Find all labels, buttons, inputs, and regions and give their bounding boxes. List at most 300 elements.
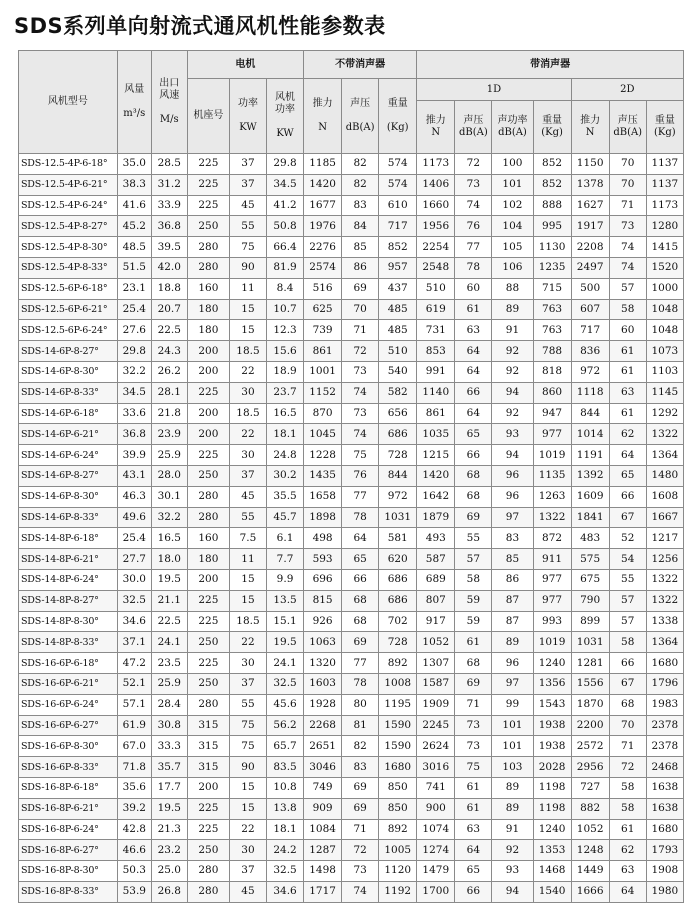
model-cell: SDS-16-6P-6-18°	[19, 653, 118, 674]
value-cell: 1642	[417, 486, 455, 507]
value-cell: 727	[571, 777, 609, 798]
value-cell: 790	[571, 590, 609, 611]
table-row	[19, 361, 684, 382]
value-cell: 1680	[646, 819, 683, 840]
header-1d-thrust: 推力 N	[417, 101, 455, 154]
table-row	[19, 881, 684, 902]
model-cell: SDS-12.5-4P-8-33°	[19, 257, 118, 278]
value-cell: 60	[609, 320, 646, 341]
value-cell: 67.0	[117, 736, 151, 757]
value-cell: 485	[379, 320, 417, 341]
value-cell: 977	[533, 590, 571, 611]
header-fan-power: 风机 功率 KW	[267, 79, 304, 154]
value-cell: 2574	[304, 257, 342, 278]
value-cell: 909	[304, 798, 342, 819]
value-cell: 68	[455, 465, 492, 486]
value-cell: 280	[187, 486, 229, 507]
model-cell: SDS-16-6P-6-27°	[19, 715, 118, 736]
value-cell: 61	[609, 341, 646, 362]
value-cell: 1235	[533, 257, 571, 278]
value-cell: 61	[455, 777, 492, 798]
value-cell: 899	[571, 611, 609, 632]
value-cell: 882	[571, 798, 609, 819]
value-cell: 225	[187, 174, 229, 195]
value-cell: 1274	[417, 840, 455, 861]
value-cell: 717	[571, 320, 609, 341]
value-cell: 1717	[304, 881, 342, 902]
value-cell: 32.5	[267, 861, 304, 882]
value-cell: 83	[492, 528, 533, 549]
header-outlet-speed: 出口 风速 M/s	[151, 51, 187, 154]
value-cell: 728	[379, 632, 417, 653]
value-cell: 58	[455, 569, 492, 590]
table-row	[19, 632, 684, 653]
model-cell: SDS-12.5-4P-8-30°	[19, 237, 118, 258]
value-cell: 972	[379, 486, 417, 507]
value-cell: 1185	[304, 154, 342, 175]
value-cell: 850	[379, 798, 417, 819]
value-cell: 21.1	[151, 590, 187, 611]
value-cell: 47.2	[117, 653, 151, 674]
value-cell: 72	[342, 840, 379, 861]
value-cell: 102	[492, 195, 533, 216]
value-cell: 70	[342, 299, 379, 320]
value-cell: 1137	[646, 174, 683, 195]
value-cell: 89	[492, 798, 533, 819]
value-cell: 1898	[304, 507, 342, 528]
value-cell: 19.5	[151, 569, 187, 590]
value-cell: 686	[379, 424, 417, 445]
value-cell: 72	[609, 757, 646, 778]
value-cell: 18.0	[151, 549, 187, 570]
value-cell: 763	[533, 299, 571, 320]
value-cell: 30.0	[117, 569, 151, 590]
value-cell: 993	[533, 611, 571, 632]
value-cell: 1048	[646, 299, 683, 320]
value-cell: 61	[609, 403, 646, 424]
model-cell: SDS-14-8P-6-24°	[19, 569, 118, 590]
value-cell: 31.2	[151, 174, 187, 195]
value-cell: 1938	[533, 715, 571, 736]
value-cell: 280	[187, 694, 229, 715]
value-cell: 45	[229, 195, 266, 216]
value-cell: 818	[533, 361, 571, 382]
value-cell: 69	[342, 777, 379, 798]
value-cell: 73	[609, 216, 646, 237]
value-cell: 34.6	[267, 881, 304, 902]
value-cell: 63	[609, 861, 646, 882]
value-cell: 71.8	[117, 757, 151, 778]
value-cell: 763	[533, 320, 571, 341]
value-cell: 620	[379, 549, 417, 570]
value-cell: 68	[342, 611, 379, 632]
value-cell: 18.5	[229, 611, 266, 632]
value-cell: 18.5	[229, 341, 266, 362]
value-cell: 23.2	[151, 840, 187, 861]
table-row	[19, 174, 684, 195]
value-cell: 22.5	[151, 611, 187, 632]
value-cell: 1052	[417, 632, 455, 653]
value-cell: 30	[229, 653, 266, 674]
table-row	[19, 278, 684, 299]
value-cell: 200	[187, 361, 229, 382]
value-cell: 1140	[417, 382, 455, 403]
value-cell: 83	[342, 195, 379, 216]
value-cell: 66	[609, 653, 646, 674]
value-cell: 75	[229, 237, 266, 258]
header-spl: 声压 dB(A)	[342, 79, 379, 154]
value-cell: 1322	[646, 569, 683, 590]
value-cell: 587	[417, 549, 455, 570]
model-cell: SDS-14-6P-6-21°	[19, 424, 118, 445]
value-cell: 689	[417, 569, 455, 590]
value-cell: 29.8	[267, 154, 304, 175]
value-cell: 64	[455, 840, 492, 861]
table-row	[19, 736, 684, 757]
value-cell: 493	[417, 528, 455, 549]
value-cell: 926	[304, 611, 342, 632]
value-cell: 1938	[533, 736, 571, 757]
table-row	[19, 195, 684, 216]
value-cell: 52	[609, 528, 646, 549]
value-cell: 69	[455, 507, 492, 528]
value-cell: 1638	[646, 798, 683, 819]
value-cell: 24.8	[267, 445, 304, 466]
value-cell: 64	[342, 528, 379, 549]
value-cell: 1479	[417, 861, 455, 882]
value-cell: 1248	[571, 840, 609, 861]
value-cell: 92	[492, 361, 533, 382]
value-cell: 61	[455, 798, 492, 819]
value-cell: 54	[609, 549, 646, 570]
table-row	[19, 424, 684, 445]
value-cell: 81	[342, 715, 379, 736]
model-cell: SDS-14-6P-8-33°	[19, 382, 118, 403]
value-cell: 717	[379, 216, 417, 237]
value-cell: 76	[342, 465, 379, 486]
value-cell: 77	[342, 486, 379, 507]
value-cell: 593	[304, 549, 342, 570]
value-cell: 1587	[417, 673, 455, 694]
value-cell: 60	[455, 278, 492, 299]
value-cell: 68	[609, 694, 646, 715]
value-cell: 2956	[571, 757, 609, 778]
value-cell: 62	[609, 840, 646, 861]
value-cell: 57.1	[117, 694, 151, 715]
value-cell: 87	[492, 590, 533, 611]
value-cell: 71	[609, 195, 646, 216]
value-cell: 1000	[646, 278, 683, 299]
value-cell: 2572	[571, 736, 609, 757]
table-row	[19, 673, 684, 694]
value-cell: 2651	[304, 736, 342, 757]
model-cell: SDS-14-6P-8-27°	[19, 341, 118, 362]
value-cell: 69	[342, 278, 379, 299]
header-with-silencer-group: 带消声器	[417, 51, 684, 79]
value-cell: 37	[229, 673, 266, 694]
value-cell: 977	[533, 569, 571, 590]
value-cell: 87	[492, 611, 533, 632]
value-cell: 280	[187, 237, 229, 258]
value-cell: 702	[379, 611, 417, 632]
value-cell: 23.5	[151, 653, 187, 674]
value-cell: 56.2	[267, 715, 304, 736]
value-cell: 180	[187, 299, 229, 320]
value-cell: 35.5	[267, 486, 304, 507]
table-row	[19, 798, 684, 819]
value-cell: 1322	[646, 424, 683, 445]
value-cell: 1680	[646, 653, 683, 674]
value-cell: 1240	[533, 653, 571, 674]
value-cell: 1841	[571, 507, 609, 528]
value-cell: 75	[455, 757, 492, 778]
value-cell: 30	[229, 445, 266, 466]
value-cell: 656	[379, 403, 417, 424]
value-cell: 100	[492, 154, 533, 175]
value-cell: 10.8	[267, 777, 304, 798]
value-cell: 39.5	[151, 237, 187, 258]
value-cell: 1019	[533, 445, 571, 466]
model-cell: SDS-14-6P-6-24°	[19, 445, 118, 466]
value-cell: 18.5	[229, 403, 266, 424]
value-cell: 85	[342, 237, 379, 258]
value-cell: 64	[455, 341, 492, 362]
value-cell: 1908	[646, 861, 683, 882]
value-cell: 89	[492, 632, 533, 653]
value-cell: 1435	[304, 465, 342, 486]
value-cell: 97	[492, 673, 533, 694]
value-cell: 34.5	[267, 174, 304, 195]
value-cell: 1322	[646, 590, 683, 611]
header-1d-sound-power: 声功率 dB(A)	[492, 101, 533, 154]
value-cell: 63	[455, 320, 492, 341]
value-cell: 1130	[533, 237, 571, 258]
value-cell: 45.7	[267, 507, 304, 528]
value-cell: 78	[342, 673, 379, 694]
value-cell: 1137	[646, 154, 683, 175]
value-cell: 20.7	[151, 299, 187, 320]
value-cell: 65	[609, 465, 646, 486]
value-cell: 1152	[304, 382, 342, 403]
value-cell: 498	[304, 528, 342, 549]
value-cell: 2200	[571, 715, 609, 736]
model-cell: SDS-16-8P-6-24°	[19, 819, 118, 840]
value-cell: 836	[571, 341, 609, 362]
value-cell: 696	[304, 569, 342, 590]
value-cell: 1031	[379, 507, 417, 528]
value-cell: 46.3	[117, 486, 151, 507]
value-cell: 82	[342, 154, 379, 175]
value-cell: 581	[379, 528, 417, 549]
value-cell: 1052	[571, 819, 609, 840]
value-cell: 30.8	[151, 715, 187, 736]
value-cell: 50.3	[117, 861, 151, 882]
value-cell: 574	[379, 174, 417, 195]
value-cell: 73	[455, 174, 492, 195]
value-cell: 17.7	[151, 777, 187, 798]
value-cell: 1198	[533, 798, 571, 819]
value-cell: 1870	[571, 694, 609, 715]
value-cell: 32.5	[267, 673, 304, 694]
value-cell: 225	[187, 154, 229, 175]
value-cell: 97	[492, 507, 533, 528]
value-cell: 610	[379, 195, 417, 216]
value-cell: 900	[417, 798, 455, 819]
value-cell: 34.5	[117, 382, 151, 403]
value-cell: 64	[609, 445, 646, 466]
value-cell: 483	[571, 528, 609, 549]
table-row	[19, 403, 684, 424]
value-cell: 88	[492, 278, 533, 299]
model-cell: SDS-14-6P-6-18°	[19, 403, 118, 424]
value-cell: 32.2	[117, 361, 151, 382]
value-cell: 35.6	[117, 777, 151, 798]
table-row	[19, 757, 684, 778]
model-cell: SDS-12.5-6P-6-24°	[19, 320, 118, 341]
header-no-silencer-group: 不带消声器	[304, 51, 417, 79]
value-cell: 1320	[304, 653, 342, 674]
header-airflow: 风量 m³/s	[117, 51, 151, 154]
value-cell: 37	[229, 465, 266, 486]
value-cell: 739	[304, 320, 342, 341]
value-cell: 1608	[646, 486, 683, 507]
value-cell: 1680	[379, 757, 417, 778]
value-cell: 10.7	[267, 299, 304, 320]
value-cell: 58	[609, 798, 646, 819]
value-cell: 1793	[646, 840, 683, 861]
value-cell: 25.9	[151, 673, 187, 694]
value-cell: 76	[455, 216, 492, 237]
value-cell: 1031	[571, 632, 609, 653]
model-cell: SDS-14-8P-8-27°	[19, 590, 118, 611]
value-cell: 250	[187, 673, 229, 694]
table-row	[19, 299, 684, 320]
model-cell: SDS-16-6P-6-21°	[19, 673, 118, 694]
value-cell: 58	[609, 632, 646, 653]
value-cell: 180	[187, 549, 229, 570]
value-cell: 39.2	[117, 798, 151, 819]
value-cell: 160	[187, 278, 229, 299]
model-cell: SDS-14-8P-6-21°	[19, 549, 118, 570]
value-cell: 1660	[417, 195, 455, 216]
value-cell: 7.7	[267, 549, 304, 570]
value-cell: 1956	[417, 216, 455, 237]
value-cell: 72	[342, 341, 379, 362]
value-cell: 28.0	[151, 465, 187, 486]
value-cell: 1677	[304, 195, 342, 216]
value-cell: 1520	[646, 257, 683, 278]
value-cell: 77	[455, 237, 492, 258]
value-cell: 1001	[304, 361, 342, 382]
value-cell: 1120	[379, 861, 417, 882]
value-cell: 55	[229, 507, 266, 528]
value-cell: 200	[187, 403, 229, 424]
value-cell: 731	[417, 320, 455, 341]
value-cell: 1118	[571, 382, 609, 403]
value-cell: 28.4	[151, 694, 187, 715]
value-cell: 1498	[304, 861, 342, 882]
table-body	[19, 154, 684, 903]
value-cell: 1280	[646, 216, 683, 237]
model-cell: SDS-14-6P-8-30°	[19, 486, 118, 507]
value-cell: 200	[187, 341, 229, 362]
header-motor-group: 电机	[187, 51, 303, 79]
value-cell: 1556	[571, 673, 609, 694]
value-cell: 42.8	[117, 819, 151, 840]
table-row	[19, 840, 684, 861]
table-row	[19, 320, 684, 341]
value-cell: 1217	[646, 528, 683, 549]
value-cell: 55	[229, 694, 266, 715]
value-cell: 1603	[304, 673, 342, 694]
value-cell: 1590	[379, 736, 417, 757]
value-cell: 41.2	[267, 195, 304, 216]
value-cell: 53.9	[117, 881, 151, 902]
value-cell: 19.5	[267, 632, 304, 653]
model-cell: SDS-14-6P-8-27°	[19, 465, 118, 486]
table-row	[19, 653, 684, 674]
value-cell: 24.3	[151, 341, 187, 362]
value-cell: 8.4	[267, 278, 304, 299]
value-cell: 30	[229, 382, 266, 403]
value-cell: 57	[455, 549, 492, 570]
value-cell: 1035	[417, 424, 455, 445]
table-row	[19, 611, 684, 632]
value-cell: 917	[417, 611, 455, 632]
value-cell: 861	[304, 341, 342, 362]
value-cell: 72	[455, 154, 492, 175]
model-cell: SDS-16-8P-6-27°	[19, 840, 118, 861]
value-cell: 1590	[379, 715, 417, 736]
model-cell: SDS-16-8P-8-30°	[19, 861, 118, 882]
value-cell: 15	[229, 320, 266, 341]
value-cell: 75	[342, 445, 379, 466]
value-cell: 41.6	[117, 195, 151, 216]
value-cell: 93	[492, 424, 533, 445]
value-cell: 1420	[417, 465, 455, 486]
value-cell: 1609	[571, 486, 609, 507]
value-cell: 35.7	[151, 757, 187, 778]
value-cell: 91	[492, 819, 533, 840]
value-cell: 250	[187, 216, 229, 237]
value-cell: 91	[492, 320, 533, 341]
value-cell: 686	[379, 569, 417, 590]
value-cell: 22	[229, 819, 266, 840]
model-cell: SDS-16-8P-6-21°	[19, 798, 118, 819]
header-model: 风机型号	[19, 51, 118, 154]
value-cell: 2245	[417, 715, 455, 736]
value-cell: 85	[492, 549, 533, 570]
value-cell: 1287	[304, 840, 342, 861]
value-cell: 84	[342, 216, 379, 237]
value-cell: 1879	[417, 507, 455, 528]
value-cell: 22	[229, 424, 266, 445]
value-cell: 1983	[646, 694, 683, 715]
model-cell: SDS-16-8P-6-18°	[19, 777, 118, 798]
value-cell: 33.9	[151, 195, 187, 216]
value-cell: 73	[342, 403, 379, 424]
value-cell: 715	[533, 278, 571, 299]
value-cell: 1307	[417, 653, 455, 674]
value-cell: 844	[379, 465, 417, 486]
value-cell: 92	[492, 341, 533, 362]
value-cell: 64	[609, 881, 646, 902]
value-cell: 73	[342, 361, 379, 382]
value-cell: 92	[492, 840, 533, 861]
value-cell: 32.2	[151, 507, 187, 528]
value-cell: 58	[609, 299, 646, 320]
value-cell: 1980	[646, 881, 683, 902]
